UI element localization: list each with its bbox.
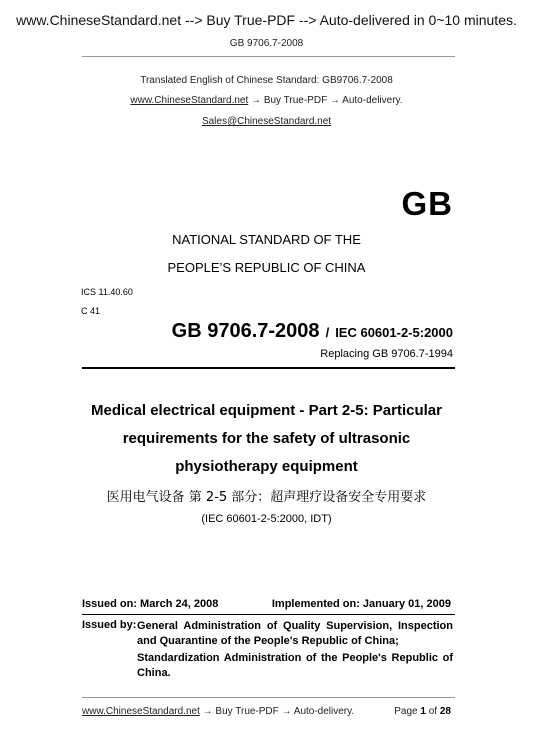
page-number: 1 (420, 706, 426, 717)
standard-number: GB 9706.7-2008 (171, 320, 320, 342)
footer-buy-line (82, 706, 354, 717)
site-link[interactable]: www.ChineseStandard.net (130, 95, 249, 106)
issued-on-date: Issued on: March 24, 2008 (82, 598, 219, 610)
document-title-line2: requirements for the safety of ultrasonic (122, 430, 411, 447)
chinese-title: 医用电气设备 第 2-5 部分：超声理疗设备安全专用要求 (106, 490, 427, 505)
document-title-line1: Medical electrical equipment - Part 2-5: Particular (91, 402, 442, 419)
standard-number-line (172, 320, 453, 343)
issuer-aqsiq: General Administration of Quality Supervision, Inspection and Quarantine of the People's Republic of China; (137, 620, 453, 647)
replacing-note: Replacing GB 9706.7-1994 (320, 348, 453, 360)
page-word: Page (394, 706, 418, 717)
page-total: 28 (439, 706, 451, 717)
dates-divider (82, 614, 455, 615)
footer-site-link[interactable]: www.ChineseStandard.net (82, 706, 200, 717)
adoption-note: (IEC 60601-2-5:2000, IDT) (201, 513, 332, 525)
national-standard-heading-line2: PEOPLE’S REPUBLIC OF CHINA (167, 260, 366, 275)
page-indicator (394, 706, 451, 717)
header-standard-code: GB 9706.7-2008 (229, 38, 304, 49)
implemented-on-date: Implemented on: January 01, 2009 (271, 598, 451, 610)
number-separator: / (325, 325, 330, 340)
national-standard-heading-line1: NATIONAL STANDARD OF THE (172, 232, 361, 247)
issued-by-label: Issued by: (82, 619, 137, 631)
of-word: of (428, 706, 438, 717)
email-line (0, 116, 533, 127)
ics-code: ICS 11.40.60 (81, 287, 133, 297)
buy-line (0, 95, 533, 106)
document-title-line3: physiotherapy equipment (175, 458, 358, 475)
translated-note: Translated English of Chinese Standard: GB9706.7-2008 (140, 75, 393, 86)
main-divider (82, 367, 455, 369)
footer-buy-text: → Buy True-PDF → Auto-delivery. (199, 706, 355, 717)
header-divider (82, 56, 455, 57)
buy-line-text: → Buy True-PDF → Auto-delivery. (248, 95, 403, 106)
top-banner[interactable]: www.ChineseStandard.net --> Buy True-PDF --> Auto-delivered in 0~10 minutes. (16, 12, 517, 28)
gb-mark: GB (401, 185, 453, 222)
issuer-sac: Standardization Administration of the People's Republic of China. (137, 652, 453, 679)
ccs-code: C 41 (81, 306, 101, 316)
email-link[interactable]: Sales@ChineseStandard.net (201, 116, 332, 127)
iec-number: IEC 60601-2-5:2000 (335, 325, 453, 340)
footer-divider (82, 697, 455, 698)
